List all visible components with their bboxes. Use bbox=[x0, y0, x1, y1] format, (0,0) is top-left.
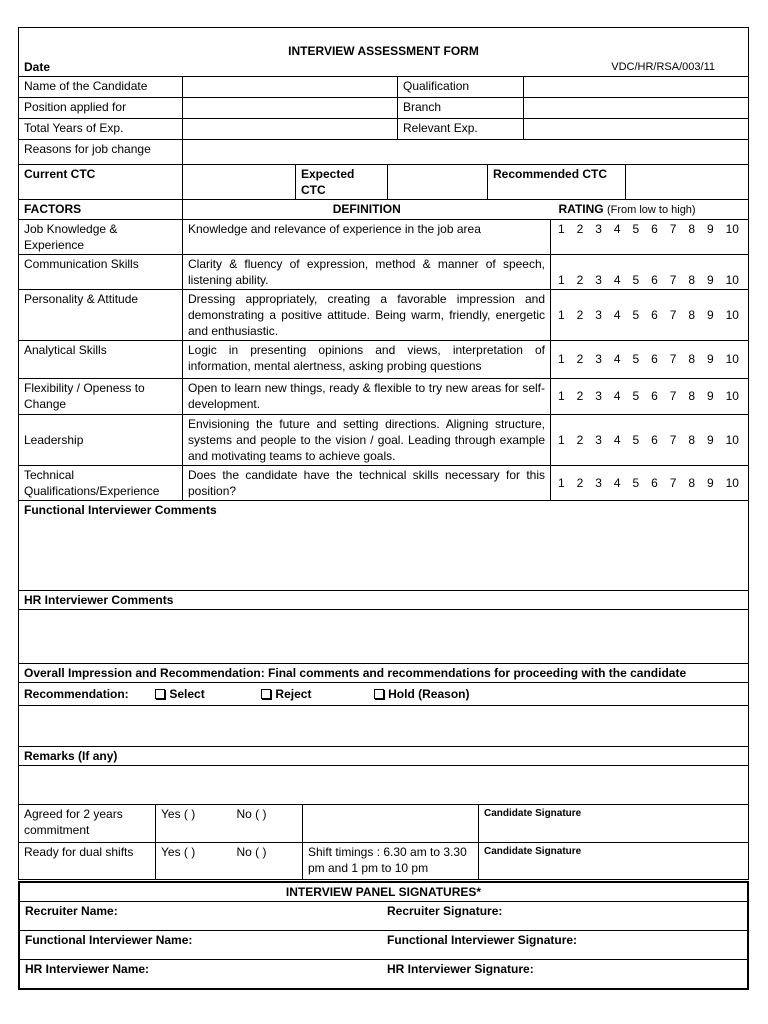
rating-option[interactable]: 8 bbox=[688, 389, 696, 403]
rating-option[interactable]: 9 bbox=[707, 432, 714, 447]
rating-option[interactable]: 10 bbox=[725, 432, 739, 447]
factor-label: Technical Qualifications/Experience bbox=[19, 465, 183, 500]
panel-signatures bbox=[18, 881, 749, 991]
factor-definition: Knowledge and relevance of experience in the job area bbox=[183, 219, 551, 254]
rating-note: (From low to high) bbox=[606, 203, 696, 216]
recommended-ctc-field[interactable] bbox=[626, 165, 749, 200]
rating-option[interactable]: 6 bbox=[651, 475, 658, 490]
assessment-row bbox=[19, 340, 749, 378]
rating-option[interactable]: 6 bbox=[651, 307, 658, 322]
dual-shift-label: Ready for dual shifts bbox=[19, 842, 156, 879]
date-label: Date bbox=[24, 59, 51, 74]
rating-option[interactable]: 10 bbox=[725, 307, 739, 322]
rating-scale bbox=[551, 340, 749, 378]
assessment-rows bbox=[19, 219, 749, 500]
functional-comments-field[interactable] bbox=[19, 519, 749, 591]
rating-option[interactable]: 6 bbox=[651, 221, 658, 236]
rating-option[interactable]: 10 bbox=[725, 389, 739, 403]
hr-interviewer-name[interactable]: HR Interviewer Name: bbox=[20, 959, 382, 988]
total-exp-field[interactable] bbox=[183, 118, 398, 139]
rating-option[interactable]: 3 bbox=[595, 432, 602, 447]
hold-option[interactable]: Hold (Reason) bbox=[374, 687, 469, 701]
rating-option[interactable]: 9 bbox=[707, 307, 714, 322]
relevant-exp-field[interactable] bbox=[524, 118, 749, 139]
rating-option[interactable]: 9 bbox=[707, 475, 714, 490]
assessment-row bbox=[19, 289, 749, 340]
rating-option[interactable]: 9 bbox=[707, 221, 714, 236]
rating-option[interactable]: 3 bbox=[595, 307, 602, 322]
assessment-row bbox=[19, 219, 749, 254]
recommendation-row bbox=[19, 683, 749, 706]
rating-option[interactable]: 8 bbox=[688, 432, 696, 447]
factor-label: Communication Skills bbox=[19, 254, 183, 289]
position-label: Position applied for bbox=[19, 97, 183, 118]
rating-header: RATING (From low to high) bbox=[551, 200, 749, 220]
rating-option[interactable]: 3 bbox=[595, 475, 602, 490]
factors-header: FACTORS bbox=[19, 200, 183, 220]
agreed-blank-cell bbox=[303, 805, 479, 842]
rating-scale bbox=[551, 219, 749, 254]
rating-scale bbox=[551, 465, 749, 500]
comments-table bbox=[18, 501, 749, 806]
factor-definition: Dressing appropriately, creating a favorable impression and demonstrating a positive attitude. Being warm, friendly, energetic and enthusiastic. bbox=[183, 289, 551, 340]
current-ctc-label: Current CTC bbox=[19, 165, 183, 200]
rating-option[interactable]: 10 bbox=[725, 352, 739, 366]
rating-scale bbox=[551, 378, 749, 414]
rating-option[interactable]: 2 bbox=[576, 475, 584, 490]
rating-option[interactable]: 8 bbox=[688, 272, 696, 287]
rating-option[interactable]: 1 bbox=[558, 432, 565, 447]
rating-option[interactable]: 2 bbox=[576, 272, 584, 287]
agreed-commitment-label: Agreed for 2 years commitment bbox=[19, 805, 156, 842]
rating-option[interactable]: 4 bbox=[613, 352, 621, 366]
form-title: INTERVIEW ASSESSMENT FORM bbox=[19, 28, 749, 59]
rating-option[interactable]: 10 bbox=[725, 475, 739, 490]
assessment-row bbox=[19, 465, 749, 500]
reasons-field[interactable] bbox=[183, 139, 749, 164]
shift-timings: Shift timings : 6.30 am to 3.30 pm and 1 pm to 10 pm bbox=[303, 842, 479, 879]
rating-option[interactable]: 2 bbox=[576, 221, 584, 236]
rating-option[interactable]: 7 bbox=[669, 389, 677, 403]
rating-option[interactable]: 3 bbox=[595, 389, 602, 403]
recommendation-label: Recommendation: bbox=[24, 687, 129, 701]
rating-option[interactable]: 1 bbox=[558, 221, 565, 236]
candidate-signature-1[interactable]: Candidate Signature bbox=[479, 805, 749, 842]
rating-option[interactable]: 3 bbox=[595, 221, 602, 236]
functional-comments-label: Functional Interviewer Comments bbox=[19, 501, 749, 519]
overall-impression-label: Overall Impression and Recommendation: Final comments and recommendations for proceeding with the candidate bbox=[19, 664, 749, 683]
rating-option[interactable]: 3 bbox=[595, 272, 602, 287]
reasons-label: Reasons for job change bbox=[19, 139, 183, 164]
position-field[interactable] bbox=[183, 97, 398, 118]
rating-option[interactable]: 5 bbox=[632, 272, 640, 287]
commitment-table bbox=[18, 805, 749, 880]
rating-option[interactable]: 5 bbox=[632, 389, 640, 403]
rating-scale bbox=[551, 414, 749, 465]
rating-option[interactable]: 4 bbox=[613, 432, 621, 447]
expected-ctc-label: Expected CTC bbox=[296, 165, 388, 200]
recruiter-signature[interactable]: Recruiter Signature: bbox=[382, 901, 747, 930]
relevant-exp-label: Relevant Exp. bbox=[398, 118, 524, 139]
recruiter-name[interactable]: Recruiter Name: bbox=[20, 901, 382, 930]
rating-option[interactable]: 1 bbox=[558, 389, 565, 403]
agreed-yes-option[interactable]: Yes ( ) bbox=[156, 805, 232, 842]
rating-option[interactable]: 2 bbox=[576, 389, 584, 403]
hr-interviewer-signature[interactable]: HR Interviewer Signature: bbox=[382, 959, 747, 988]
rating-option[interactable]: 9 bbox=[707, 352, 714, 366]
candidate-signature-2[interactable]: Candidate Signature bbox=[479, 842, 749, 879]
rating-option[interactable]: 7 bbox=[669, 272, 677, 287]
factor-definition: Envisioning the future and setting directions. Aligning structure, systems and people to the vision / goal. Leading through example and motivating teams to achieve goals. bbox=[183, 414, 551, 465]
rating-option[interactable]: 5 bbox=[632, 307, 640, 322]
functional-interviewer-name[interactable]: Functional Interviewer Name: bbox=[20, 930, 382, 959]
candidate-name-label: Name of the Candidate bbox=[19, 76, 183, 97]
interview-assessment-form bbox=[18, 27, 749, 990]
rating-option[interactable]: 7 bbox=[669, 221, 677, 236]
factor-label: Flexibility / Openess to Change bbox=[19, 378, 183, 414]
rating-option[interactable]: 6 bbox=[651, 389, 658, 403]
rating-option[interactable]: 1 bbox=[558, 352, 565, 366]
rating-option[interactable]: 10 bbox=[725, 272, 739, 287]
definition-header: DEFINITION bbox=[183, 200, 551, 220]
hold-checkbox[interactable] bbox=[374, 689, 384, 699]
rating-scale bbox=[551, 254, 749, 289]
ctc-table bbox=[18, 165, 749, 200]
factor-definition: Clarity & fluency of expression, method & manner of speech, listening ability. bbox=[183, 254, 551, 289]
functional-interviewer-signature[interactable]: Functional Interviewer Signature: bbox=[382, 930, 747, 959]
rating-option[interactable]: 4 bbox=[613, 272, 621, 287]
branch-label: Branch bbox=[398, 97, 524, 118]
recommendation-reason-field[interactable] bbox=[19, 706, 749, 747]
factor-label: Personality & Attitude bbox=[19, 289, 183, 340]
factor-label: Job Knowledge & Experience bbox=[19, 219, 183, 254]
candidate-name-field[interactable] bbox=[183, 76, 398, 97]
factor-definition: Does the candidate have the technical skills necessary for this position? bbox=[183, 465, 551, 500]
rating-option[interactable]: 8 bbox=[688, 475, 696, 490]
select-option[interactable]: Select bbox=[155, 687, 204, 701]
assessment-row bbox=[19, 378, 749, 414]
rating-option[interactable]: 4 bbox=[613, 307, 621, 322]
hr-comments-label: HR Interviewer Comments bbox=[19, 591, 749, 610]
rating-option[interactable]: 5 bbox=[632, 432, 640, 447]
rating-option[interactable]: 4 bbox=[613, 221, 621, 236]
qualification-field[interactable] bbox=[524, 76, 749, 97]
assessment-table bbox=[18, 200, 749, 501]
recommended-ctc-label: Recommended CTC bbox=[488, 165, 626, 200]
rating-option[interactable]: 6 bbox=[651, 272, 658, 287]
factor-label: Analytical Skills bbox=[19, 340, 183, 378]
reject-checkbox[interactable] bbox=[261, 689, 271, 699]
rating-option[interactable]: 2 bbox=[576, 307, 584, 322]
rating-option[interactable]: 5 bbox=[632, 221, 640, 236]
remarks-field[interactable] bbox=[19, 766, 749, 805]
rating-option[interactable]: 2 bbox=[576, 352, 584, 366]
header-table bbox=[18, 27, 749, 165]
rating-option[interactable]: 4 bbox=[613, 475, 621, 490]
remarks-label: Remarks (If any) bbox=[19, 747, 749, 766]
rating-option[interactable]: 8 bbox=[688, 352, 696, 366]
current-ctc-field[interactable] bbox=[183, 165, 296, 200]
rating-option[interactable]: 8 bbox=[688, 307, 696, 322]
rating-option[interactable]: 1 bbox=[558, 475, 565, 490]
hr-comments-field[interactable] bbox=[19, 610, 749, 664]
assessment-row bbox=[19, 254, 749, 289]
expected-ctc-field[interactable] bbox=[388, 165, 488, 200]
factor-label: Leadership bbox=[19, 414, 183, 465]
total-exp-label: Total Years of Exp. bbox=[19, 118, 183, 139]
qualification-label: Qualification bbox=[398, 76, 524, 97]
rating-option[interactable]: 7 bbox=[669, 432, 677, 447]
rating-option[interactable]: 5 bbox=[632, 475, 640, 490]
reject-option[interactable]: Reject bbox=[261, 687, 311, 701]
rating-option[interactable]: 2 bbox=[576, 432, 584, 447]
rating-option[interactable]: 5 bbox=[632, 352, 640, 366]
rating-option[interactable]: 1 bbox=[558, 272, 565, 287]
reference-code: VDC/HR/RSA/003/11 bbox=[611, 60, 715, 73]
select-checkbox[interactable] bbox=[155, 689, 165, 699]
panel-title: INTERVIEW PANEL SIGNATURES* bbox=[20, 883, 747, 902]
agreed-no-option[interactable]: No ( ) bbox=[232, 805, 303, 842]
rating-option[interactable]: 8 bbox=[688, 221, 696, 236]
rating-option[interactable]: 7 bbox=[669, 352, 677, 366]
rating-option[interactable]: 9 bbox=[707, 389, 714, 403]
rating-option[interactable]: 9 bbox=[707, 272, 714, 287]
factor-definition: Open to learn new things, ready & flexible to try new areas for self-development. bbox=[183, 378, 551, 414]
panel-table bbox=[20, 883, 747, 989]
rating-option[interactable]: 3 bbox=[595, 352, 602, 366]
dual-no-option[interactable]: No ( ) bbox=[232, 842, 303, 879]
branch-field[interactable] bbox=[524, 97, 749, 118]
rating-option[interactable]: 1 bbox=[558, 307, 565, 322]
rating-option[interactable]: 6 bbox=[651, 432, 658, 447]
dual-yes-option[interactable]: Yes ( ) bbox=[156, 842, 232, 879]
factor-definition: Logic in presenting opinions and views, interpretation of information, mental alertness, asking probing questions bbox=[183, 340, 551, 378]
assessment-row bbox=[19, 414, 749, 465]
rating-option[interactable]: 6 bbox=[651, 352, 658, 366]
rating-option[interactable]: 10 bbox=[725, 221, 739, 236]
rating-option[interactable]: 4 bbox=[613, 389, 621, 403]
rating-option[interactable]: 7 bbox=[669, 307, 677, 322]
rating-scale bbox=[551, 289, 749, 340]
rating-option[interactable]: 7 bbox=[669, 475, 677, 490]
